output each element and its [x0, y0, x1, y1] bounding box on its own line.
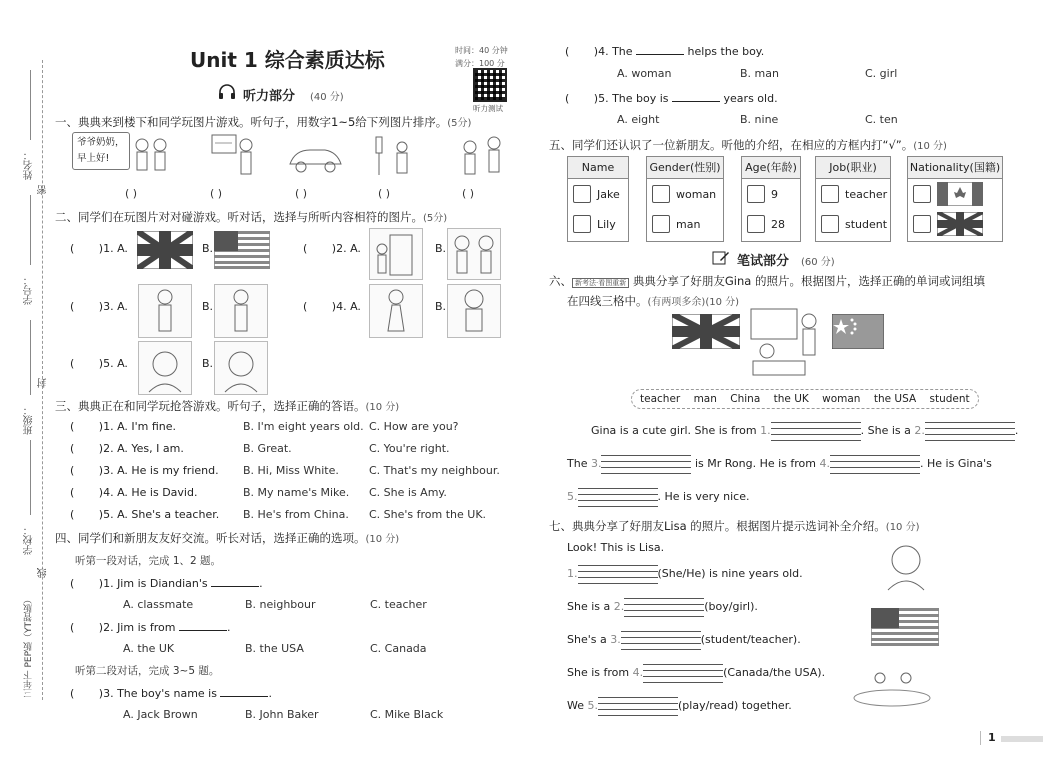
s6-line-3: 5. . He is very nice.: [567, 486, 749, 508]
s1-answer-1[interactable]: ( ): [125, 187, 138, 200]
blank-3[interactable]: [601, 453, 691, 475]
table-head-nationality: Nationality(国籍): [908, 157, 1002, 179]
s4-q2: ( )2. Jim is from .: [70, 621, 231, 634]
checkbox[interactable]: [573, 215, 591, 233]
name-field[interactable]: [30, 70, 31, 140]
s2-q5: ( )5. A.: [70, 357, 128, 370]
s3-row-3-c: C. That's my neighbour.: [369, 464, 500, 477]
seal-mark: 密: [38, 185, 49, 195]
s3-row-5: ( )5. A. She's a teacher.: [70, 508, 220, 521]
checkbox[interactable]: [747, 215, 765, 233]
s4-q4-b: B. man: [740, 67, 779, 80]
table-col-job: Job(职业) teacher student: [815, 156, 891, 242]
boy-picture: [214, 284, 268, 338]
uk-flag-small-icon: [937, 212, 983, 236]
page-number: 1: [988, 731, 996, 744]
class-field[interactable]: [30, 320, 31, 395]
s2-q2: ( )2. A.: [303, 242, 361, 255]
checkbox[interactable]: [913, 185, 931, 203]
s4-q3-c: C. Mike Black: [370, 708, 444, 721]
s1-answer-5[interactable]: ( ): [462, 187, 475, 200]
number-label: 学号：: [24, 275, 35, 305]
section-6-heading-2: 在四线三格中。(有两项多余)(10 分): [567, 294, 740, 308]
china-flag-icon: [832, 314, 884, 349]
crossing-picture: [372, 135, 422, 180]
s4-q2-a: A. the UK: [123, 642, 175, 655]
s3-row-1-c: C. How are you?: [369, 420, 459, 433]
car-picture: [285, 140, 345, 176]
s4-q5: ( )5. The boy is years old.: [565, 92, 778, 105]
s3-row-1: ( )1. A. I'm fine.: [70, 420, 177, 433]
s3-row-3-b: B. Hi, Miss White.: [243, 464, 339, 477]
lisa-picture: [880, 540, 932, 592]
woman-face-picture: [138, 341, 192, 395]
s1-answer-3[interactable]: ( ): [295, 187, 308, 200]
s3-row-2-c: C. You're right.: [369, 442, 450, 455]
s4-q5-c: C. ten: [865, 113, 898, 126]
s6-line-1: Gina is a cute girl. She is from 1. . She is a 2. .: [591, 420, 1018, 442]
section-3-heading: 三、典典正在和同学玩抢答游戏。听句子，选择正确的答语。(10 分): [55, 399, 400, 413]
listening-title: 听力部分: [243, 89, 296, 104]
s1-answer-2[interactable]: ( ): [210, 187, 223, 200]
door-picture: [369, 228, 423, 280]
s2-q5-b: B.: [202, 357, 214, 370]
s4-q1: ( )1. Jim is Diandian's .: [70, 577, 263, 590]
qr-caption: 听力测试: [473, 104, 503, 113]
s3-row-3: ( )3. A. He is my friend.: [70, 464, 219, 477]
s6-line-2: The 3. is Mr Rong. He is from 4. . He is Gina's: [567, 453, 992, 475]
s2-q3: ( )3. A.: [70, 300, 128, 313]
s7-blank-2[interactable]: [624, 596, 704, 618]
us-flag-icon: [214, 231, 270, 269]
section-7-heading: 七、典典分享了好朋友Lisa 的照片。根据图片提示选词补全介绍。(10 分): [549, 519, 920, 533]
canada-flag-icon: [937, 182, 983, 206]
student-picture: [447, 284, 501, 338]
s7-row-3: She's a 3. (student/teacher).: [567, 629, 801, 651]
s4-q1-c: C. teacher: [370, 598, 427, 611]
s7-blank-4[interactable]: [643, 662, 723, 684]
section-4-heading: 四、同学们和新朋友友好交流。听长对话，选择正确的选项。(10 分): [55, 531, 400, 545]
speech-bubble: 爷爷奶奶，早上好!: [72, 132, 130, 170]
table-col-age: Age(年龄) 9 28: [741, 156, 801, 242]
checkbox[interactable]: [747, 185, 765, 203]
table-col-nationality: [907, 156, 1003, 242]
uk-flag-icon: [137, 231, 193, 269]
checkbox[interactable]: [821, 185, 839, 203]
qr-code-icon[interactable]: [473, 68, 507, 102]
s3-row-2: ( )2. A. Yes, I am.: [70, 442, 184, 455]
s2-q3-b: B.: [202, 300, 214, 313]
s4-q1-a: A. classmate: [123, 598, 194, 611]
section-2-heading: 二、同学们在玩图片对对碰游戏。听对话，选择与所听内容相符的图片。(5分): [55, 210, 448, 224]
blank-4[interactable]: [830, 453, 920, 475]
s4-q4: ( )4. The helps the boy.: [565, 45, 765, 58]
s4-q2-b: B. the USA: [245, 642, 304, 655]
page-bar: [1001, 736, 1043, 742]
s3-row-1-b: B. I'm eight years old.: [243, 420, 364, 433]
table-head-job: Job(职业): [816, 157, 890, 179]
s4-part2: 听第二段对话，完成 3~5 题。: [75, 665, 220, 677]
s4-q5-a: A. eight: [617, 113, 660, 126]
edition-label: 三年下 PEP版（YT智版）: [24, 595, 34, 698]
checkbox[interactable]: [913, 215, 931, 233]
s4-q1-b: B. neighbour: [245, 598, 316, 611]
table-head-name: Name: [568, 157, 628, 179]
s7-blank-5[interactable]: [598, 695, 678, 717]
new-exam-tag: 新考法·看图重新: [572, 278, 629, 288]
word-bank: teacher man China the UK woman the USA student: [631, 389, 979, 409]
name-label: 姓名：: [24, 150, 35, 180]
teacher-board-picture: [210, 133, 260, 181]
written-title: 笔试部分: [737, 254, 790, 269]
s3-row-2-b: B. Great.: [243, 442, 292, 455]
page-title: Unit 1 综合素质达标: [190, 48, 385, 72]
blank-1[interactable]: [771, 420, 861, 442]
s7-row-1: 1. (She/He) is nine years old.: [567, 563, 803, 585]
blank-2[interactable]: [925, 420, 1015, 442]
section-6-heading: 六、 新考法·看图重新 典典分享了好朋友Gina 的照片。根据图片，选择正确的单词或词组填: [549, 274, 985, 288]
time-label: 时间：40 分钟: [455, 46, 508, 55]
section-5-heading: 五、同学们还认识了一位新朋友。听他的介绍，在相应的方框内打“√”。(10 分): [549, 138, 947, 152]
s7-row-5: We 5. (play/read) together.: [567, 695, 792, 717]
s4-q4-a: A. woman: [617, 67, 672, 80]
us-flag-large-icon: [871, 608, 939, 646]
s3-row-5-b: B. He's from China.: [243, 508, 349, 521]
checkbox[interactable]: [821, 215, 839, 233]
s3-row-5-c: C. She's from the UK.: [369, 508, 487, 521]
classroom-picture: [743, 305, 833, 383]
girl-face-picture: [214, 341, 268, 395]
blank-5[interactable]: [578, 486, 658, 508]
two-girls-picture: [447, 228, 501, 280]
s2-q1-b: B.: [202, 242, 214, 255]
s7-blank-3[interactable]: [621, 629, 701, 651]
grandparents-picture: [130, 135, 170, 177]
s3-row-4: ( )4. A. He is David.: [70, 486, 198, 499]
footer-divider: [980, 731, 981, 745]
s2-q4: ( )4. A.: [303, 300, 361, 313]
s4-q3-b: B. John Baker: [245, 708, 319, 721]
s3-row-4-c: C. She is Amy.: [369, 486, 447, 499]
written-points: (60 分): [801, 257, 835, 268]
kids-playing-picture: [850, 668, 935, 708]
uk-flag-large-icon: [672, 314, 740, 349]
s7-row-2: She is a 2. (boy/girl).: [567, 596, 758, 618]
checkbox[interactable]: [573, 185, 591, 203]
s4-q2-c: C. Canada: [370, 642, 427, 655]
number-field[interactable]: [30, 195, 31, 265]
s4-part1: 听第一段对话，完成 1、2 题。: [75, 555, 222, 567]
listening-points: (40 分): [310, 92, 344, 103]
line-mark: 线: [38, 568, 49, 578]
s4-q3-a: A. Jack Brown: [123, 708, 198, 721]
s7-row-4: She is from 4. (Canada/the USA).: [567, 662, 825, 684]
score-label: 满分：100 分: [455, 59, 505, 68]
s4-q5-b: B. nine: [740, 113, 779, 126]
table-head-age: Age(年龄): [742, 157, 800, 179]
kids-picture: [456, 133, 511, 181]
s7-intro: Look! This is Lisa.: [567, 541, 665, 554]
s7-blank-1[interactable]: [578, 563, 658, 585]
s3-row-4-b: B. My name's Mike.: [243, 486, 350, 499]
seal-mark-2: 封: [38, 378, 49, 388]
section-1-heading: 一、典典来到楼下和同学玩图片游戏。听句子，用数字1~5给下列图片排序。(5分): [55, 115, 472, 129]
table-col-gender: Gender(性别) woman man: [646, 156, 724, 242]
school-field[interactable]: [30, 440, 31, 515]
school-label: 学校：: [24, 525, 35, 555]
s2-q4-b: B.: [435, 300, 447, 313]
checkbox[interactable]: [652, 215, 670, 233]
woman-picture: [369, 284, 423, 338]
class-label: 班级：: [24, 405, 35, 435]
table-col-name: Name Jake Lily: [567, 156, 629, 242]
s2-q1: ( )1. A.: [70, 242, 128, 255]
s2-q2-b: B.: [435, 242, 447, 255]
headphones-icon: [218, 84, 236, 100]
s4-q4-c: C. girl: [865, 67, 898, 80]
s4-q3: ( )3. The boy's name is .: [70, 687, 272, 700]
pencil-icon: [712, 250, 730, 266]
s1-answer-4[interactable]: ( ): [378, 187, 391, 200]
checkbox[interactable]: [652, 185, 670, 203]
table-head-gender: Gender(性别): [647, 157, 723, 179]
girl-picture: [138, 284, 192, 338]
